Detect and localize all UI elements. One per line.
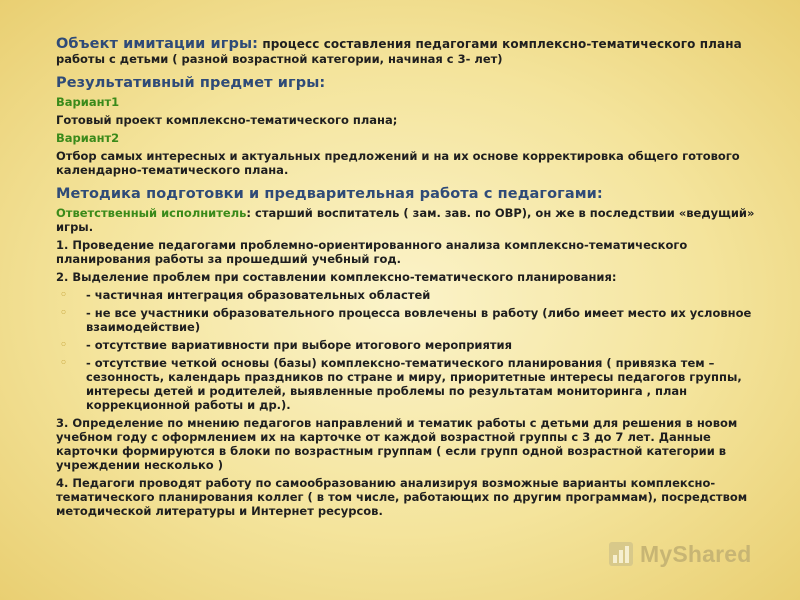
step-4: 4. Педагоги проводят работу по самообразованию анализируя возможные варианты комплексно-тематического планирования коллег ( в том числе, работающих по другим программам), посредством методической литературы и Интернет ресурсов. <box>56 476 748 518</box>
problem-item <box>56 306 760 334</box>
object-line1 <box>56 36 760 52</box>
myshared-logo-icon <box>608 541 634 567</box>
object-text: процесс составления педагогами комплексно-тематического плана <box>258 37 742 51</box>
problem-item <box>56 288 760 302</box>
object-heading: Объект имитации игры: <box>56 36 259 52</box>
slide-content <box>56 36 760 518</box>
problem-text: - не все участники образовательного процесса вовлечены в работу (либо имеет место их условное взаимодействие) <box>86 306 752 334</box>
bullet-icon: ◦ <box>60 288 68 301</box>
variant1-text: Готовый проект комплексно-тематического плана; <box>56 113 398 127</box>
problem-text: - отсутствие вариативности при выборе итогового мероприятия <box>86 338 512 352</box>
step-2: 2. Выделение проблем при составлении комплексно-тематического планирования: <box>56 270 617 284</box>
bullet-icon: ◦ <box>60 338 68 351</box>
variant1-label: Вариант1 <box>56 95 120 109</box>
variant2-label: Вариант2 <box>56 131 120 145</box>
result-heading: Результативный предмет игры: <box>56 75 326 91</box>
watermark-logo <box>608 539 752 569</box>
problem-text: - частичная интеграция образовательных областей <box>86 288 431 302</box>
problem-item <box>56 338 760 352</box>
method-heading: Методика подготовки и предварительная работа с педагогами: <box>56 186 603 202</box>
responsible-text: : старший воспитатель ( зам. зав. по ОВР), он же в последствии «ведущий» игры. <box>56 206 755 234</box>
object-text-continued: работы с детьми ( разной возрастной категории, начиная с 3- лет) <box>56 52 503 66</box>
variant2-text: Отбор самых интересных и актуальных предложений и на их основе корректировка общего готового календарно-тематического плана. <box>56 149 740 177</box>
problem-text: - отсутствие четкой основы (базы) комплексно-тематического планирования ( привязка тем – сезонность, календарь праздников по стране и миру, приоритетные интересы педагогов группы, интересы детей и родителей, выявленные проблемы по результатам мониторинга , план коррекционной работы и др.). <box>86 356 742 412</box>
problem-item <box>56 356 760 412</box>
watermark-text: MyShared <box>640 540 752 567</box>
step-1: 1. Проведение педагогами проблемно-ориентированного анализа комплексно-тематического планирования работы за прошедший учебный год. <box>56 238 688 266</box>
bullet-icon: ◦ <box>60 356 68 369</box>
responsible-label: Ответственный исполнитель <box>56 206 247 220</box>
responsible-line <box>56 206 760 234</box>
step-3: 3. Определение по мнению педагогов направлений и тематик работы с детьми для решения в новом учебном году с оформлением их на карточке от каждой возрастной группы с 3 до 7 лет. Данные карточки формируются в блоки по возрастным группам ( если групп одной возрастной категории в учреждении несколько ) <box>56 416 738 472</box>
bullet-icon: ◦ <box>60 306 68 319</box>
